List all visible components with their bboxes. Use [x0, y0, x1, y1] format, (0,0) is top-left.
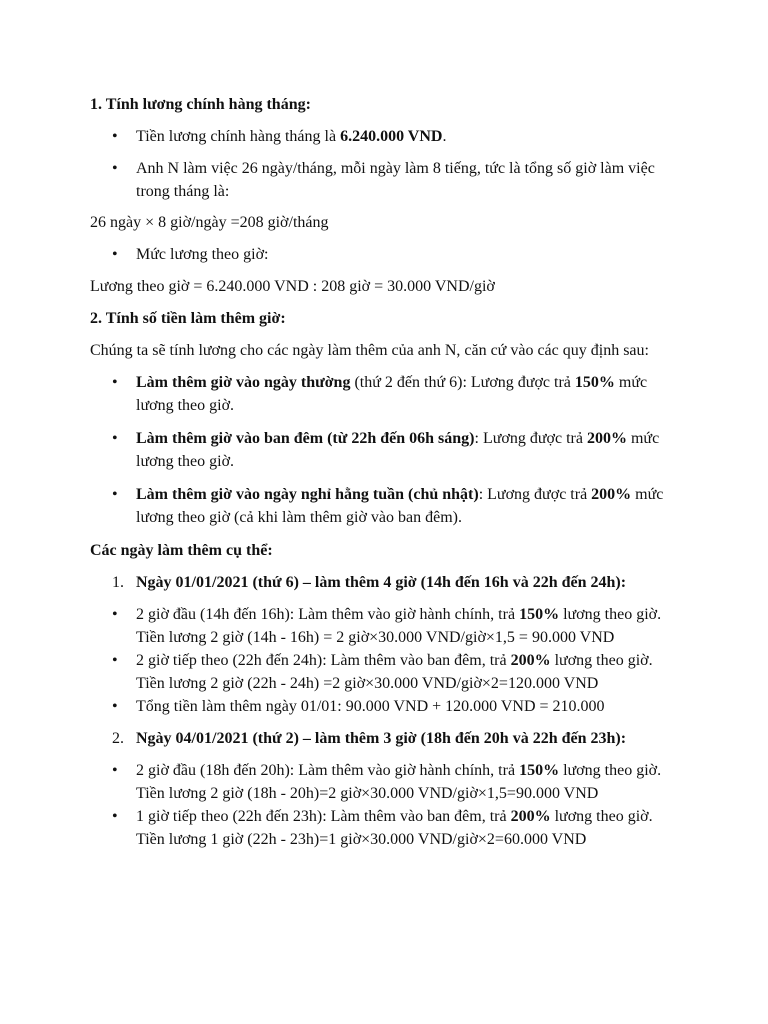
section-2-heading: 2. Tính số tiền làm thêm giờ:	[90, 310, 286, 327]
item-text: Tiền lương chính hàng tháng là	[136, 128, 341, 145]
day-1-details	[90, 603, 680, 718]
rate-percent: 150%	[519, 762, 560, 779]
hourly-calculation: Lương theo giờ = 6.240.000 VND : 208 giờ = 30.000 VND/giờ	[90, 278, 495, 295]
item-text: 2 giờ tiếp theo (22h đến 24h): Làm thêm vào ban đêm, trả	[136, 652, 511, 669]
rule-percent: 150%	[574, 374, 615, 391]
salary-list	[90, 125, 680, 203]
section-1-heading: 1. Tính lương chính hàng tháng:	[90, 96, 311, 113]
item-calculation: Tiền lương 2 giờ (14h - 16h) = 2 giờ×30.000 VND/giờ×1,5 = 90.000 VND	[136, 629, 615, 646]
list-item	[90, 649, 680, 695]
list-item	[90, 805, 680, 851]
rate-percent: 200%	[510, 652, 551, 669]
item-tail: lương theo giờ.	[559, 606, 662, 623]
day-1-heading-list	[90, 571, 680, 594]
rule-text: : Lương được trả	[474, 430, 587, 447]
rule-tail: mức lương theo giờ.	[136, 430, 660, 470]
list-item	[90, 427, 680, 473]
item-text: 2 giờ đầu (18h đến 20h): Làm thêm vào giờ hành chính, trả	[136, 762, 520, 779]
days-heading: Các ngày làm thêm cụ thể:	[90, 542, 273, 559]
item-tail: lương theo giờ. Tiền lương 2 giờ (22h - 24h) =2 giờ×30.000 VND/giờ×2=120.000 VND	[136, 652, 653, 692]
rate-percent: 200%	[510, 808, 551, 825]
hourly-list	[90, 243, 680, 266]
day-1-title: Ngày 01/01/2021 (thứ 6) – làm thêm 4 giờ (14h đến 16h và 22h đến 24h):	[136, 574, 627, 591]
rule-title: Làm thêm giờ vào ngày nghỉ hằng tuần (chủ nhật)	[136, 486, 479, 503]
item-text: 2 giờ đầu (14h đến 16h): Làm thêm vào giờ hành chính, trả	[136, 606, 520, 623]
item-number: 1.	[112, 574, 124, 591]
list-item	[90, 371, 680, 417]
monthly-salary-value: 6.240.000 VND	[340, 128, 443, 145]
rules-list	[90, 371, 680, 529]
list-item	[90, 157, 680, 203]
list-item	[90, 125, 680, 148]
item-text: Anh N làm việc 26 ngày/tháng, mỗi ngày làm 8 tiếng, tức là tổng số giờ làm việc trong tháng là:	[136, 160, 655, 200]
rule-percent: 200%	[586, 430, 627, 447]
rule-tail: mức lương theo giờ (cả khi làm thêm giờ vào ban đêm).	[136, 486, 664, 526]
item-text: Tổng tiền làm thêm ngày 01/01: 90.000 VND + 120.000 VND = 210.000	[136, 698, 605, 715]
item-tail: lương theo giờ.	[559, 762, 662, 779]
rule-text: : Lương được trả	[478, 486, 592, 503]
item-end: .	[442, 128, 447, 145]
list-item	[90, 695, 680, 718]
rule-tail: mức lương theo giờ.	[136, 374, 648, 414]
list-item	[90, 483, 680, 529]
list-item	[90, 603, 680, 649]
rate-percent: 150%	[519, 606, 560, 623]
list-item	[90, 727, 680, 750]
day-2-heading-list	[90, 727, 680, 750]
list-item	[90, 759, 680, 805]
item-text: 1 giờ tiếp theo (22h đến 23h): Làm thêm vào ban đêm, trả	[136, 808, 511, 825]
item-tail: lương theo giờ. Tiền lương 1 giờ (22h - 23h)=1 giờ×30.000 VND/giờ×2=60.000 VND	[136, 808, 653, 848]
list-item	[90, 243, 680, 266]
rule-title: Làm thêm giờ vào ban đêm (từ 22h đến 06h sáng)	[136, 430, 475, 447]
item-number: 2.	[112, 730, 124, 747]
hours-calculation: 26 ngày × 8 giờ/ngày =208 giờ/tháng	[90, 214, 329, 231]
item-calculation: Tiền lương 2 giờ (18h - 20h)=2 giờ×30.000 VND/giờ×1,5=90.000 VND	[136, 785, 599, 802]
rule-text: (thứ 2 đến thứ 6): Lương được trả	[350, 374, 575, 391]
item-text: Mức lương theo giờ:	[136, 246, 269, 263]
day-2-details	[90, 759, 680, 851]
document-page	[90, 93, 680, 851]
day-2-title: Ngày 04/01/2021 (thứ 2) – làm thêm 3 giờ (18h đến 20h và 22h đến 23h):	[136, 730, 627, 747]
rule-title: Làm thêm giờ vào ngày thường	[136, 374, 351, 391]
rule-percent: 200%	[591, 486, 632, 503]
list-item	[90, 571, 680, 594]
section-2-intro: Chúng ta sẽ tính lương cho các ngày làm thêm của anh N, căn cứ vào các quy định sau:	[90, 342, 649, 359]
